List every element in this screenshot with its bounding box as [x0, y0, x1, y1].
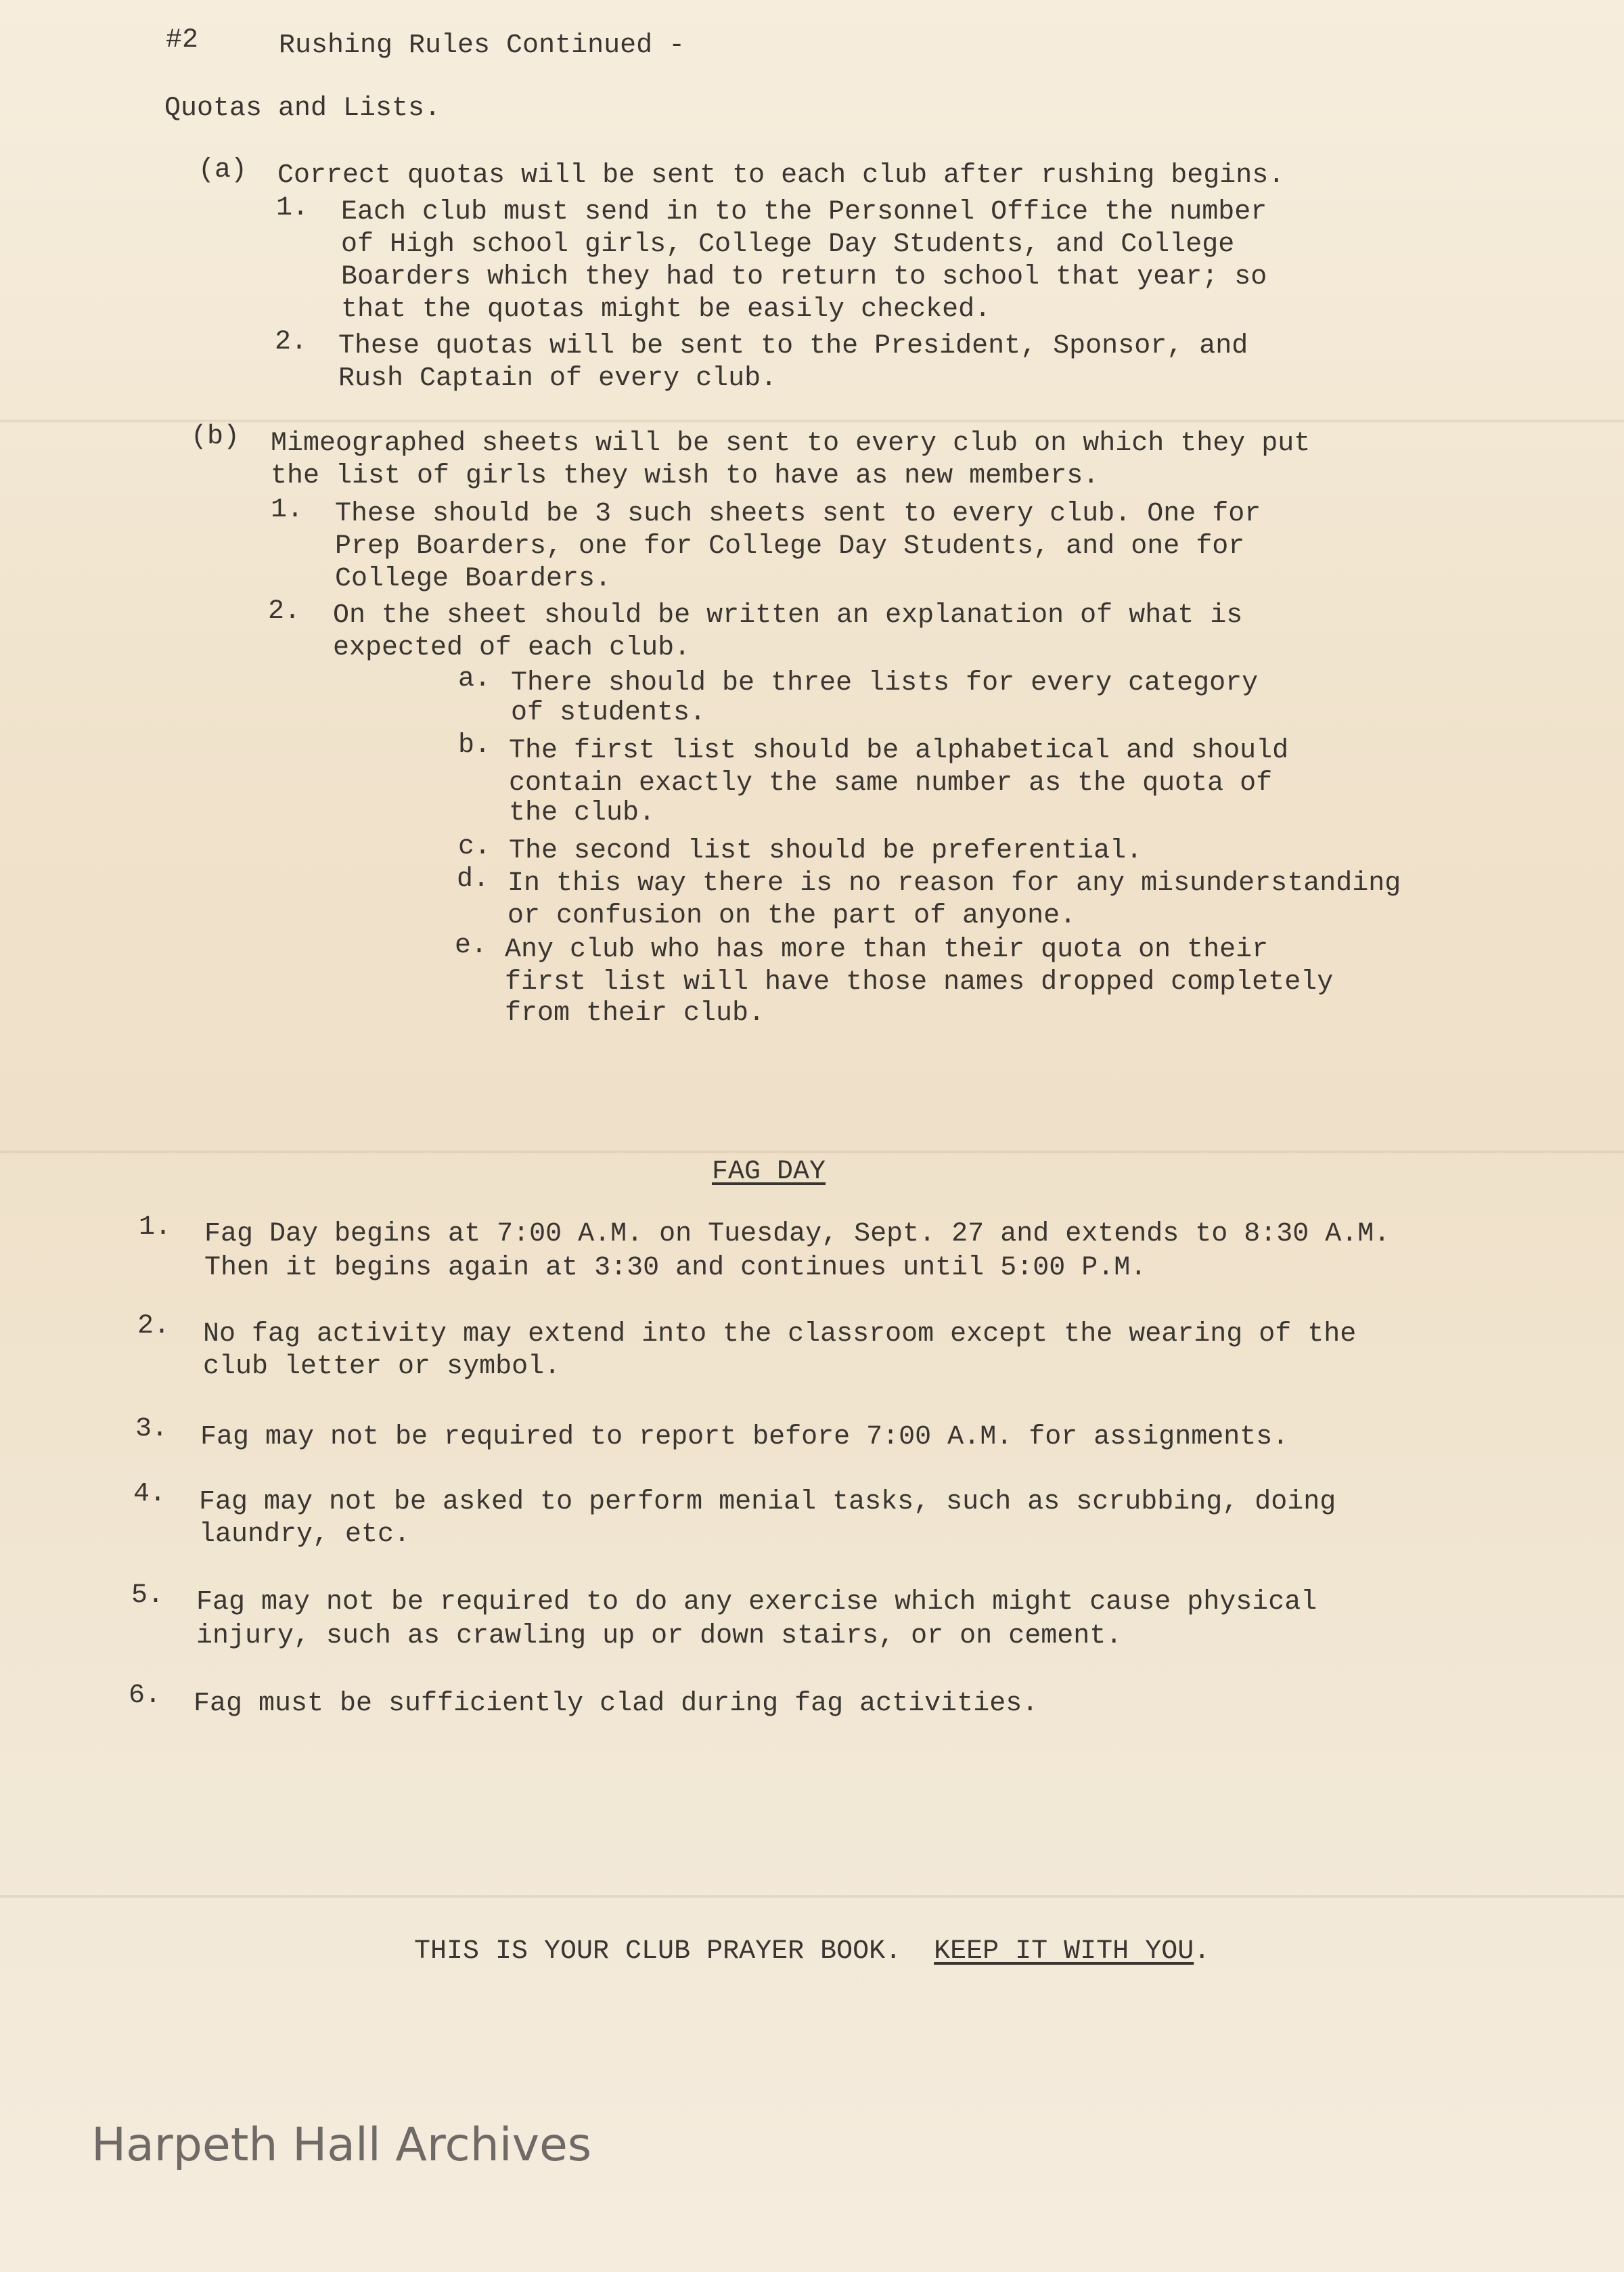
archive-watermark: Harpeth Hall Archives: [91, 2118, 592, 2172]
subitem-letter: e.: [455, 931, 488, 961]
page-title: Rushing Rules Continued -: [279, 30, 685, 61]
page-number: #2: [166, 25, 199, 55]
subitem-line: first list will have those names dropped completely: [505, 967, 1334, 998]
section-heading-fag-day: FAG DAY: [712, 1157, 826, 1187]
subitem-line: or confusion on the part of anyone.: [508, 901, 1077, 931]
paper-fold: [0, 1151, 1624, 1153]
item-line: Rush Captain of every club.: [338, 363, 777, 394]
item-line: Each club must send in to the Personnel Office the number: [341, 197, 1267, 227]
rule-number: 5.: [131, 1580, 164, 1611]
rule-line: Fag Day begins at 7:00 A.M. on Tuesday, Sept. 27 and extends to 8:30 A.M.: [204, 1219, 1391, 1249]
footer-emphasis: KEEP IT WITH YOU: [934, 1936, 1194, 1967]
rule-number: 3.: [135, 1414, 168, 1444]
footer-period: .: [1194, 1936, 1211, 1967]
subitem-letter: d.: [457, 864, 490, 895]
subitem-letter: a.: [458, 664, 491, 694]
item-a-text: Correct quotas will be sent to each club after rushing begins.: [277, 160, 1285, 191]
rule-line: Then it begins again at 3:30 and continues until 5:00 P.M.: [204, 1253, 1147, 1283]
item-number: 2.: [275, 327, 308, 357]
paper-fold: [0, 420, 1624, 422]
subitem-line: The second list should be preferential.: [509, 836, 1143, 866]
paper-fold: [0, 1895, 1624, 1898]
footer-statement: THIS IS YOUR CLUB PRAYER BOOK.: [414, 1936, 902, 1967]
rule-number: 6.: [129, 1680, 162, 1711]
subitem-line: the club.: [509, 798, 656, 828]
item-line: Prep Boarders, one for College Day Students, and one for: [335, 531, 1245, 562]
rule-number: 2.: [137, 1311, 171, 1341]
item-line: Mimeographed sheets will be sent to every club on which they put: [271, 428, 1311, 459]
item-line: of High school girls, College Day Students, and College: [341, 229, 1235, 260]
rule-line: No fag activity may extend into the classroom except the wearing of the: [203, 1319, 1357, 1350]
subitem-line: Any club who has more than their quota on their: [505, 935, 1269, 965]
rule-number: 1.: [139, 1212, 172, 1243]
rule-number: 4.: [133, 1479, 166, 1509]
item-number: 1.: [271, 495, 304, 525]
rule-line: Fag may not be required to do any exercise which might cause physical: [196, 1587, 1317, 1618]
item-line: On the sheet should be written an explanation of what is: [333, 600, 1243, 631]
subitem-line: In this way there is no reason for any misunderstanding: [508, 868, 1401, 899]
item-line: These quotas will be sent to the President, Sponsor, and: [338, 331, 1248, 361]
rule-line: injury, such as crawling up or down stairs, or on cement.: [196, 1621, 1123, 1651]
item-line: These should be 3 such sheets sent to every club. One for: [335, 499, 1261, 529]
item-line: expected of each club.: [333, 633, 691, 663]
rule-line: laundry, etc.: [199, 1519, 411, 1550]
rule-line: Fag must be sufficiently clad during fag activities.: [194, 1689, 1039, 1719]
subitem-line: of students.: [511, 698, 706, 728]
subitem-letter: c.: [458, 832, 491, 862]
rule-line: Fag may not be asked to perform menial tasks, such as scrubbing, doing: [199, 1487, 1336, 1517]
item-line: the list of girls they wish to have as new members.: [271, 461, 1100, 491]
item-marker-a: (a): [198, 155, 248, 185]
item-line: College Boarders.: [335, 564, 612, 594]
item-marker-b: (b): [191, 422, 240, 452]
subitem-line: There should be three lists for every category: [511, 668, 1259, 698]
item-line: that the quotas might be easily checked.: [341, 294, 991, 325]
rule-line: Fag may not be required to report before 7:00 A.M. for assignments.: [200, 1422, 1289, 1452]
item-number: 2.: [268, 596, 301, 627]
subitem-line: The first list should be alphabetical and should: [509, 736, 1289, 766]
footer-text: [414, 1936, 1210, 1968]
section-heading-quotas: Quotas and Lists.: [164, 93, 441, 124]
item-line: Boarders which they had to return to school that year; so: [341, 262, 1267, 292]
subitem-line: from their club.: [505, 998, 765, 1029]
subitem-line: contain exactly the same number as the quota of: [509, 768, 1273, 799]
rule-line: club letter or symbol.: [203, 1352, 561, 1382]
subitem-letter: b.: [458, 730, 491, 761]
item-number: 1.: [276, 193, 309, 223]
